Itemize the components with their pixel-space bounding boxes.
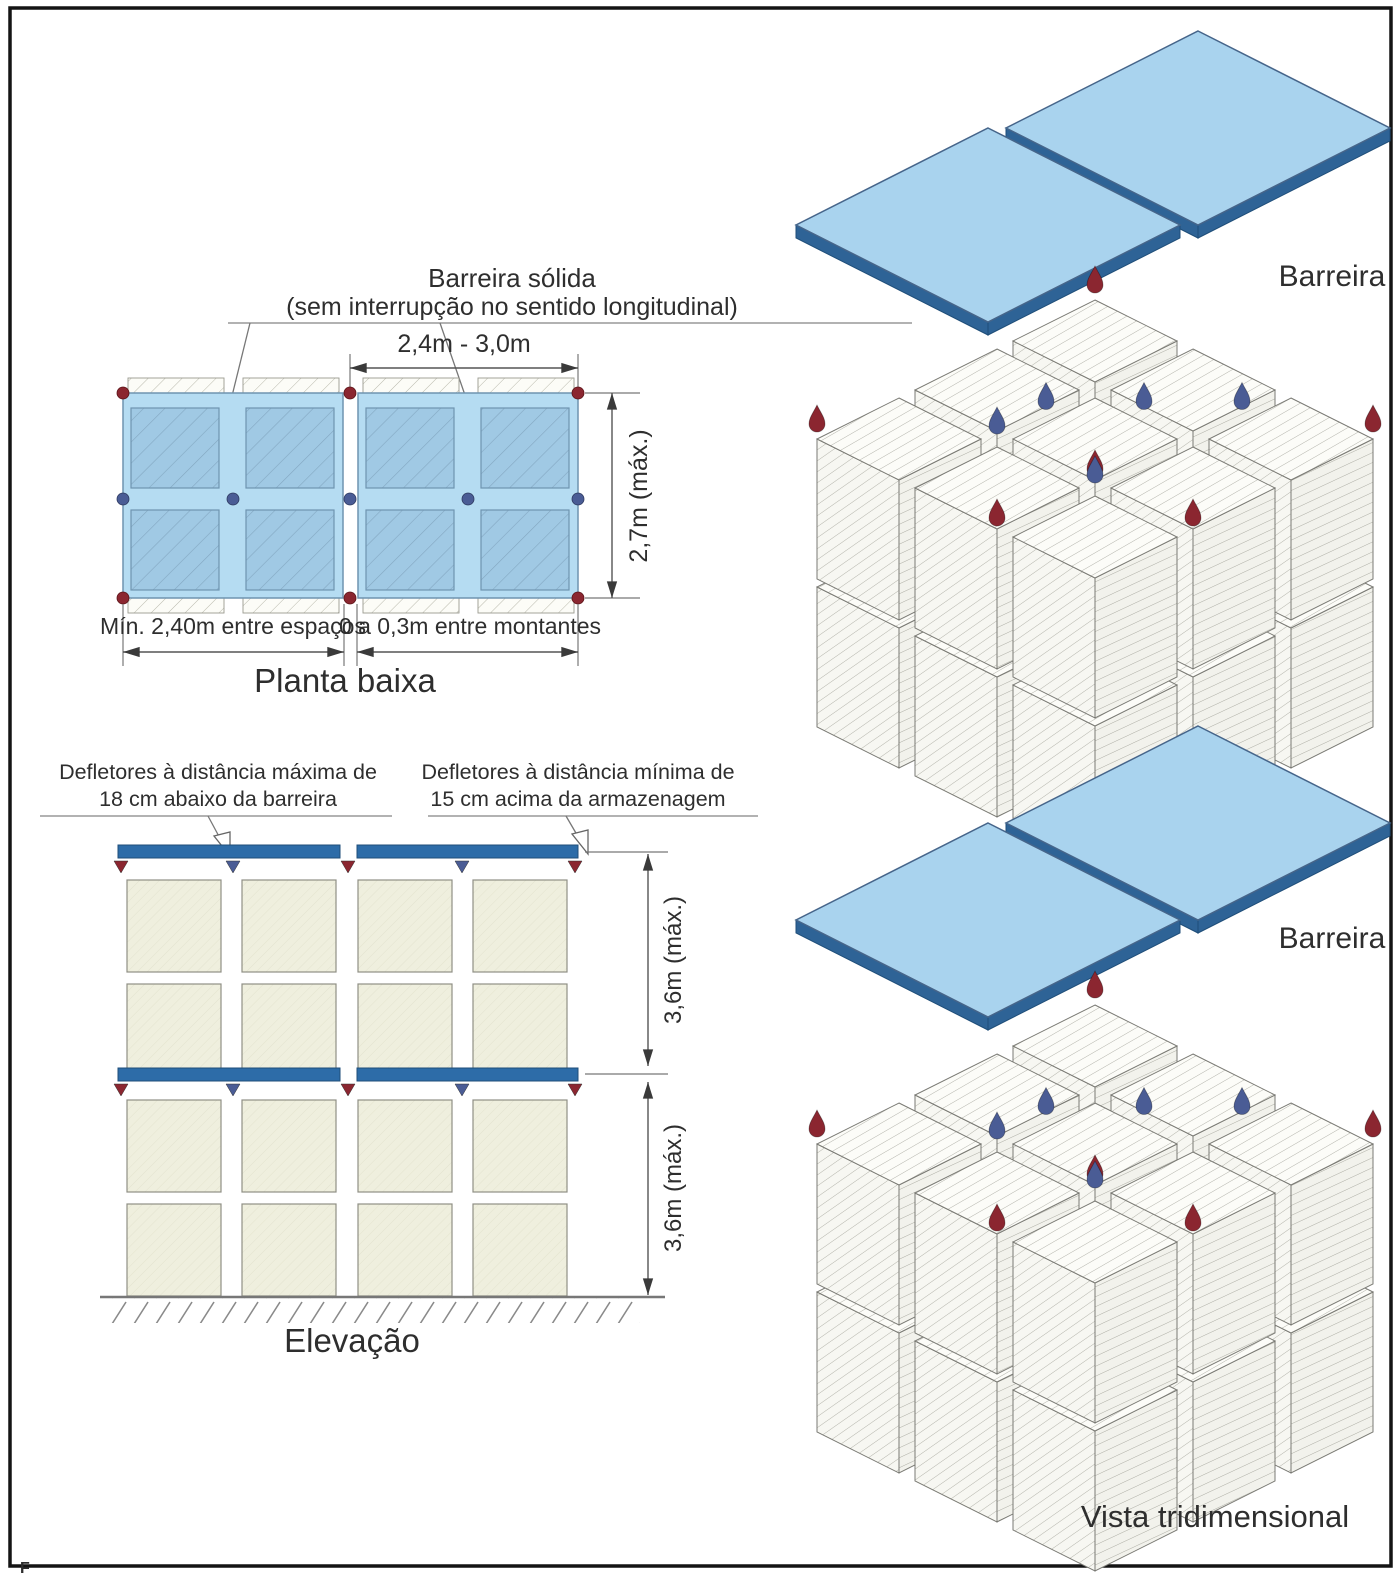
- barrier-bar: [357, 1068, 578, 1081]
- storage-box: [358, 1204, 452, 1296]
- storage-square: [366, 510, 454, 590]
- storage-box: [127, 1100, 221, 1192]
- storage-square: [481, 408, 569, 488]
- storage-box: [242, 984, 336, 1076]
- upright-dot-red: [344, 387, 356, 399]
- plan-subtitle: (sem interrupção no sentido longitudinal): [286, 293, 738, 321]
- storage-box: [127, 880, 221, 972]
- storage-box: [127, 984, 221, 1076]
- storage-strip: [243, 598, 339, 613]
- storage-box: [473, 1100, 567, 1192]
- barrier-bar: [118, 845, 340, 858]
- plan-dim-depth: 2,7m (máx.): [625, 429, 653, 563]
- elevation-dim-lower: 3,6m (máx.): [660, 1123, 687, 1253]
- upright-dot-red: [117, 387, 129, 399]
- corner-artifact: F: [20, 1560, 30, 1574]
- storage-strip: [363, 378, 459, 393]
- storage-square: [131, 408, 219, 488]
- storage-strip: [128, 598, 224, 613]
- storage-box: [358, 984, 452, 1076]
- plan-title: Barreira sólida: [428, 263, 596, 293]
- storage-square: [131, 510, 219, 590]
- storage-square: [481, 510, 569, 590]
- ground-hatch: [105, 1298, 640, 1323]
- iso-caption: Vista tridimensional: [1080, 1499, 1350, 1534]
- iso-top-barrier-label: Barreira: [1278, 260, 1386, 293]
- upright-dot-blue: [117, 493, 129, 505]
- plan-dim-module-width: 2,4m - 3,0m: [397, 330, 531, 358]
- upright-dot-red: [572, 387, 584, 399]
- storage-box: [127, 1204, 221, 1296]
- plan-dim-between-uprights: 0 a 0,3m entre montantes: [338, 613, 602, 639]
- plan-caption: Planta baixa: [254, 662, 436, 699]
- storage-strip: [128, 378, 224, 393]
- storage-strip: [478, 378, 574, 393]
- storage-box: [358, 1100, 452, 1192]
- plan-dim-between-spaces: Mín. 2,40m entre espaços: [100, 613, 366, 639]
- upright-dot-blue: [344, 493, 356, 505]
- storage-box: [358, 880, 452, 972]
- upright-dot-red: [344, 592, 356, 604]
- barrier-bar: [118, 1068, 340, 1081]
- upright-dot-red: [572, 592, 584, 604]
- storage-square: [246, 510, 334, 590]
- storage-box: [473, 1204, 567, 1296]
- storage-box: [473, 984, 567, 1076]
- barrier-bar: [357, 845, 578, 858]
- storage-box: [473, 880, 567, 972]
- elevation-note-left-line2: 18 cm abaixo da barreira: [99, 787, 337, 811]
- elevation-note-right-line1: Defletores à distância mínima de: [421, 760, 735, 784]
- upright-dot-red: [117, 592, 129, 604]
- storage-strip: [243, 378, 339, 393]
- storage-box: [242, 880, 336, 972]
- upright-dot-blue: [227, 493, 239, 505]
- storage-strip: [478, 598, 574, 613]
- iso-bottom-barrier-label: Barreira: [1278, 922, 1386, 955]
- storage-square: [246, 408, 334, 488]
- elevation-caption: Elevação: [284, 1322, 420, 1359]
- storage-strip: [363, 598, 459, 613]
- elevation-note-right-line2: 15 cm acima da armazenagem: [430, 787, 726, 811]
- elevation-dim-upper: 3,6m (máx.): [660, 895, 687, 1025]
- storage-square: [366, 408, 454, 488]
- upright-dot-blue: [462, 493, 474, 505]
- upright-dot-blue: [572, 493, 584, 505]
- storage-box: [242, 1204, 336, 1296]
- storage-box: [242, 1100, 336, 1192]
- elevation-note-left-line1: Defletores à distância máxima de: [59, 760, 377, 784]
